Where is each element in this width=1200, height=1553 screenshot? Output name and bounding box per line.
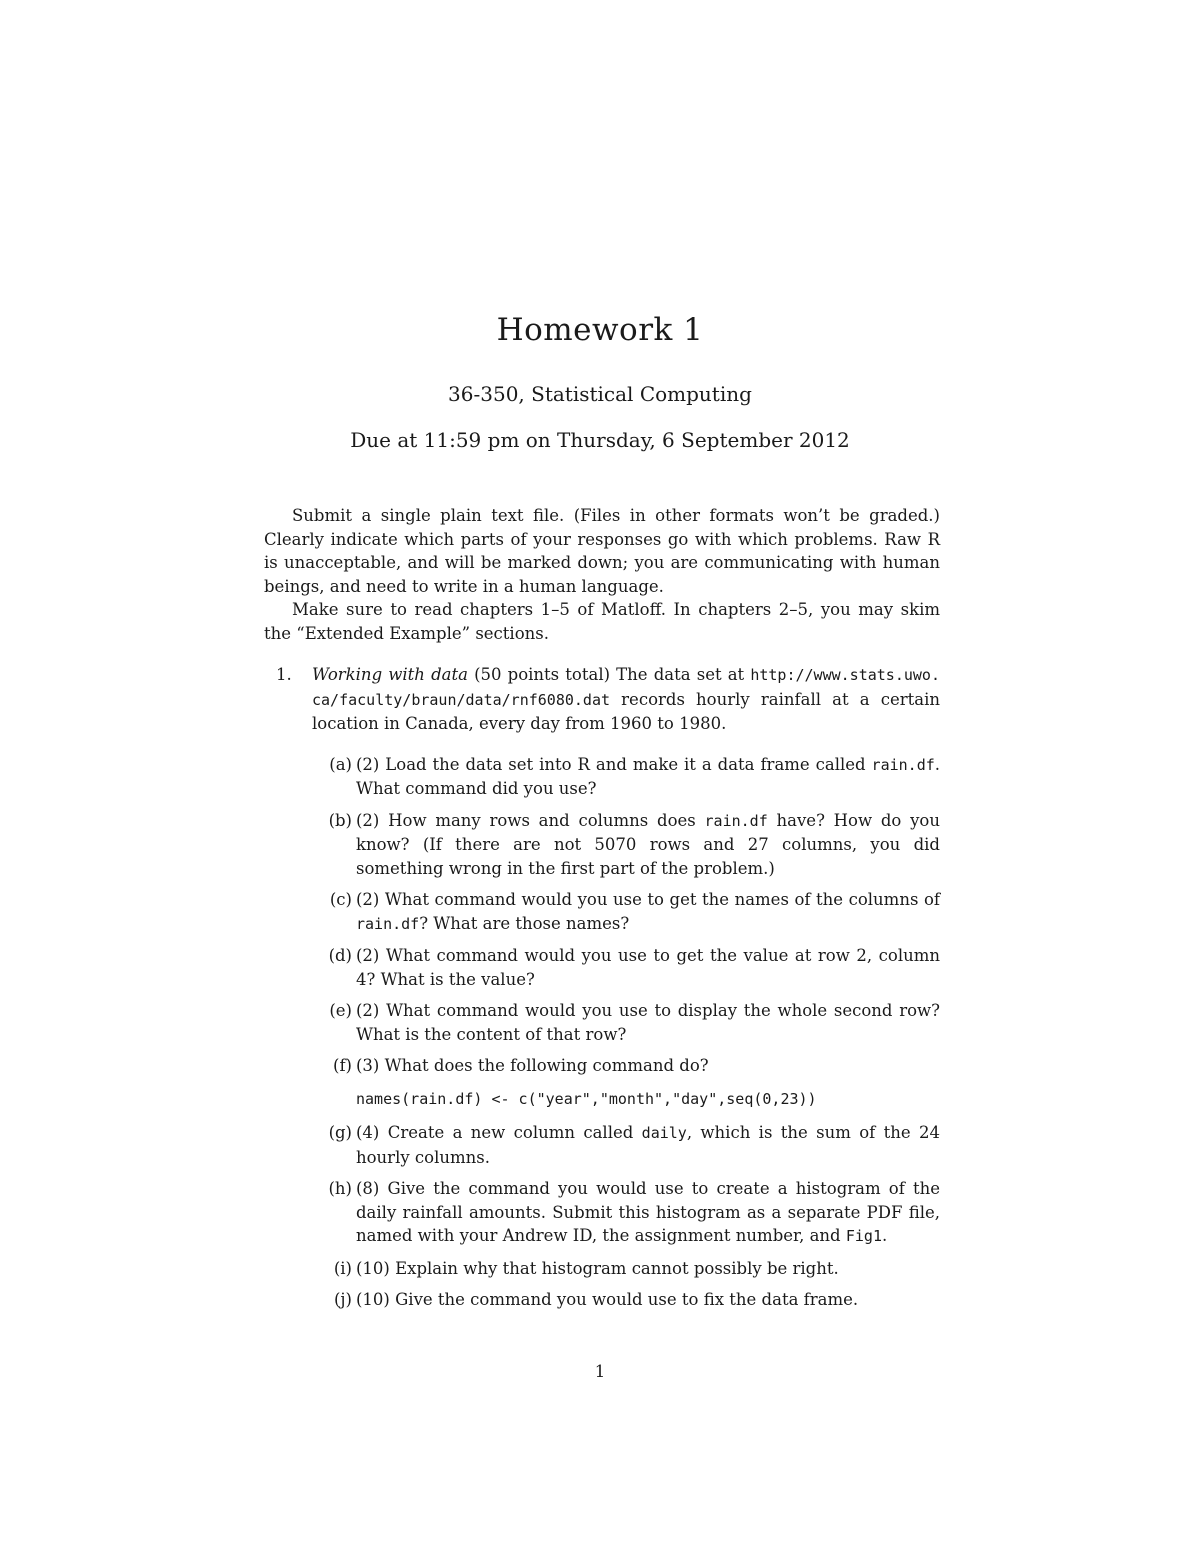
course-name: 36-350, Statistical Computing — [448, 382, 752, 406]
part-text: (3) What does the following command do? — [356, 1056, 709, 1075]
part-text: (2) What command would you use to get the names of the columns of — [356, 890, 940, 909]
part-c — [329, 888, 940, 936]
part-a — [329, 753, 941, 801]
instructions-paragraph-1: Submit a single plain text file. (Files in other formats won’t be graded.) Clearly indicate which parts of your responses go with which problems. Raw R is unacceptable, and will be marked down; you are communicating with human beings, and need to write in a human language. — [264, 506, 940, 596]
part-text: . What command did you use? — [356, 754, 941, 798]
part-text: (4) Create a new column called — [356, 1123, 634, 1142]
part-label: (g) — [328, 1123, 352, 1142]
part-label: (d) — [328, 946, 352, 965]
part-text: ? What are those names? — [419, 913, 630, 933]
page-number: 1 — [594, 1362, 606, 1381]
part-text: (10) Give the command you would use to fix the data frame. — [356, 1290, 859, 1309]
part-g — [328, 1121, 940, 1169]
part-label: (h) — [328, 1179, 352, 1198]
part-e — [329, 999, 940, 1046]
inline-code: daily — [641, 1124, 687, 1142]
part-text: (2) What command would you use to display the whole second row? What is the content of that row? — [356, 1001, 940, 1044]
part-label: (f) — [333, 1056, 352, 1075]
part-text: (8) Give the command you would use to create a histogram of the daily rainfall amounts. Submit this histogram as a separate PDF file, named with your Andrew ID, the assignment number, and — [356, 1179, 940, 1245]
part-text: . — [881, 1226, 888, 1245]
problem-1-parts — [264, 753, 940, 1312]
part-text: have? How do you know? (If there are not 5070 rows and 27 columns, you did something wrong in the first part of the problem.) — [356, 810, 940, 878]
part-text: , which is the sum of the 24 hourly columns. — [356, 1123, 940, 1167]
part-i — [333, 1257, 940, 1281]
inline-code: Fig1 — [845, 1227, 882, 1245]
code-block: names(rain.df) <- c("year","month","day",seq(0,23)) — [356, 1089, 817, 1108]
part-f — [333, 1054, 940, 1111]
part-label: (e) — [329, 1001, 352, 1020]
page-title: Homework 1 — [496, 312, 704, 348]
problem-1-statement — [264, 663, 940, 736]
part-d — [328, 944, 940, 991]
part-label: (b) — [328, 810, 352, 830]
instructions — [264, 504, 940, 645]
part-text: (2) Load the data set into R and make it a data frame called — [356, 754, 866, 774]
problem-lead: (50 points total) The data set at — [474, 665, 745, 684]
part-j — [334, 1288, 940, 1312]
inline-code: rain.df — [871, 755, 935, 774]
inline-code: rain.df — [356, 914, 420, 933]
part-text: (10) Explain why that histogram cannot possibly be right. — [356, 1258, 839, 1278]
part-label: (i) — [333, 1258, 352, 1278]
part-text: (2) How many rows and columns does — [356, 810, 696, 830]
problem-title: Working with data — [312, 665, 468, 684]
instructions-paragraph-2: Make sure to read chapters 1–5 of Matloff. In chapters 2–5, you may skim the “Extended Example” sections. — [264, 600, 940, 643]
part-label: (c) — [329, 890, 352, 909]
problem-number: 1. — [276, 665, 292, 684]
part-h — [328, 1177, 940, 1249]
dataset-url[interactable]: http://www.stats.uwo.ca/faculty/braun/data/rnf6080.dat — [312, 666, 940, 709]
part-b — [328, 809, 940, 881]
part-text: (2) What command would you use to get the value at row 2, column 4? What is the value? — [356, 946, 940, 989]
part-label: (a) — [329, 754, 352, 774]
problem-1 — [264, 663, 940, 1320]
inline-code: rain.df — [704, 811, 768, 830]
problem-description: records hourly rainfall at a certain location in Canada, every day from 1960 to 1980. — [312, 689, 941, 733]
due-date: Due at 11:59 pm on Thursday, 6 September 2012 — [350, 428, 850, 452]
part-label: (j) — [334, 1290, 352, 1309]
